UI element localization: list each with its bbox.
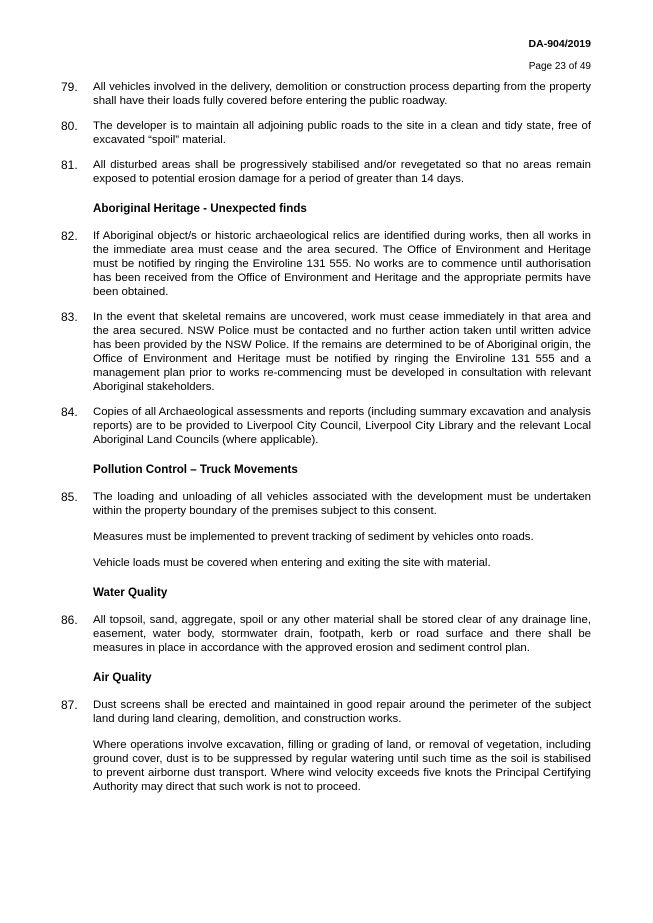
condition-text: All disturbed areas shall be progressively stabilised and/or revegetated so that no areas remain exposed to potential erosion damage for a period of greater than 14 days. bbox=[93, 159, 591, 185]
condition-text: The developer is to maintain all adjoining public roads to the site in a clean and tidy state, free of excavated “spoil” material. bbox=[93, 120, 591, 146]
condition-item bbox=[61, 119, 591, 147]
document-body bbox=[61, 80, 591, 805]
document-reference: DA-904/2019 bbox=[528, 38, 591, 50]
condition-item bbox=[61, 229, 591, 299]
condition-text: Where operations involve excavation, filling or grading of land, or removal of vegetation, including ground cover, dust is to be suppressed by regular watering until such time as the soil is stabilised to prevent airborne dust transport. Where wind velocity exceeds five knots the Principal Certifying Authority may direct that such work is not to proceed. bbox=[93, 739, 591, 793]
condition-number: 80. bbox=[61, 119, 78, 133]
condition-number: 79. bbox=[61, 80, 78, 94]
condition-text: Measures must be implemented to prevent tracking of sediment by vehicles onto roads. bbox=[93, 531, 534, 543]
condition-item bbox=[61, 613, 591, 655]
condition-number: 83. bbox=[61, 310, 78, 324]
page-header bbox=[529, 38, 591, 73]
condition-item bbox=[61, 405, 591, 447]
section-heading: Air Quality bbox=[93, 671, 152, 684]
condition-item bbox=[61, 158, 591, 186]
condition-number: 85. bbox=[61, 490, 78, 504]
condition-text: All topsoil, sand, aggregate, spoil or any other material shall be stored clear of any drainage line, easement, water body, stormwater drain, footpath, kerb or road surface and there shall be measures in place in accordance with the approved erosion and sediment control plan. bbox=[93, 614, 591, 654]
page-number: Page 23 of 49 bbox=[528, 61, 591, 72]
condition-item bbox=[61, 80, 591, 108]
condition-item bbox=[61, 698, 591, 794]
condition-item bbox=[61, 490, 591, 570]
section-heading: Aboriginal Heritage - Unexpected finds bbox=[93, 202, 307, 215]
condition-item bbox=[61, 310, 591, 394]
condition-text: The loading and unloading of all vehicles associated with the development must be undertaken within the property boundary of the premises subject to this consent. bbox=[93, 491, 591, 517]
condition-text: Dust screens shall be erected and maintained in good repair around the perimeter of the subject land during land clearing, demolition, and construction works. bbox=[93, 699, 591, 725]
condition-number: 82. bbox=[61, 229, 78, 243]
condition-text: Copies of all Archaeological assessments and reports (including summary excavation and analysis reports) are to be provided to Liverpool City Council, Liverpool City Library and the relevant Local Aboriginal Land Councils (where applicable). bbox=[93, 406, 591, 446]
condition-text: All vehicles involved in the delivery, demolition or construction process departing from the property shall have their loads fully covered before entering the public roadway. bbox=[93, 81, 591, 107]
condition-number: 86. bbox=[61, 613, 78, 627]
section-heading: Pollution Control – Truck Movements bbox=[93, 463, 298, 476]
condition-text: Vehicle loads must be covered when entering and exiting the site with material. bbox=[93, 557, 491, 569]
condition-text: If Aboriginal object/s or historic archaeological relics are identified during works, then all works in the immediate area must cease and the area secured. The Office of Environment and Heritage must be notified by ringing the Enviroline 131 555. No works are to commence until authorisation has been received from the Office of Environment and Heritage and the appropriate permits have been obtained. bbox=[93, 230, 591, 298]
condition-number: 84. bbox=[61, 405, 78, 419]
section-heading: Water Quality bbox=[93, 586, 168, 599]
condition-number: 87. bbox=[61, 698, 78, 712]
condition-number: 81. bbox=[61, 158, 78, 172]
condition-text: In the event that skeletal remains are uncovered, work must cease immediately in that area and the area secured. NSW Police must be contacted and no further action taken until written advice has been provided by the NSW Police. If the remains are determined to be of Aboriginal origin, the Office of Environment and Heritage must be notified by ringing the Enviroline 131 555 and a management plan prior to works re-commencing must be developed in consultation with relevant Aboriginal stakeholders. bbox=[93, 311, 591, 393]
